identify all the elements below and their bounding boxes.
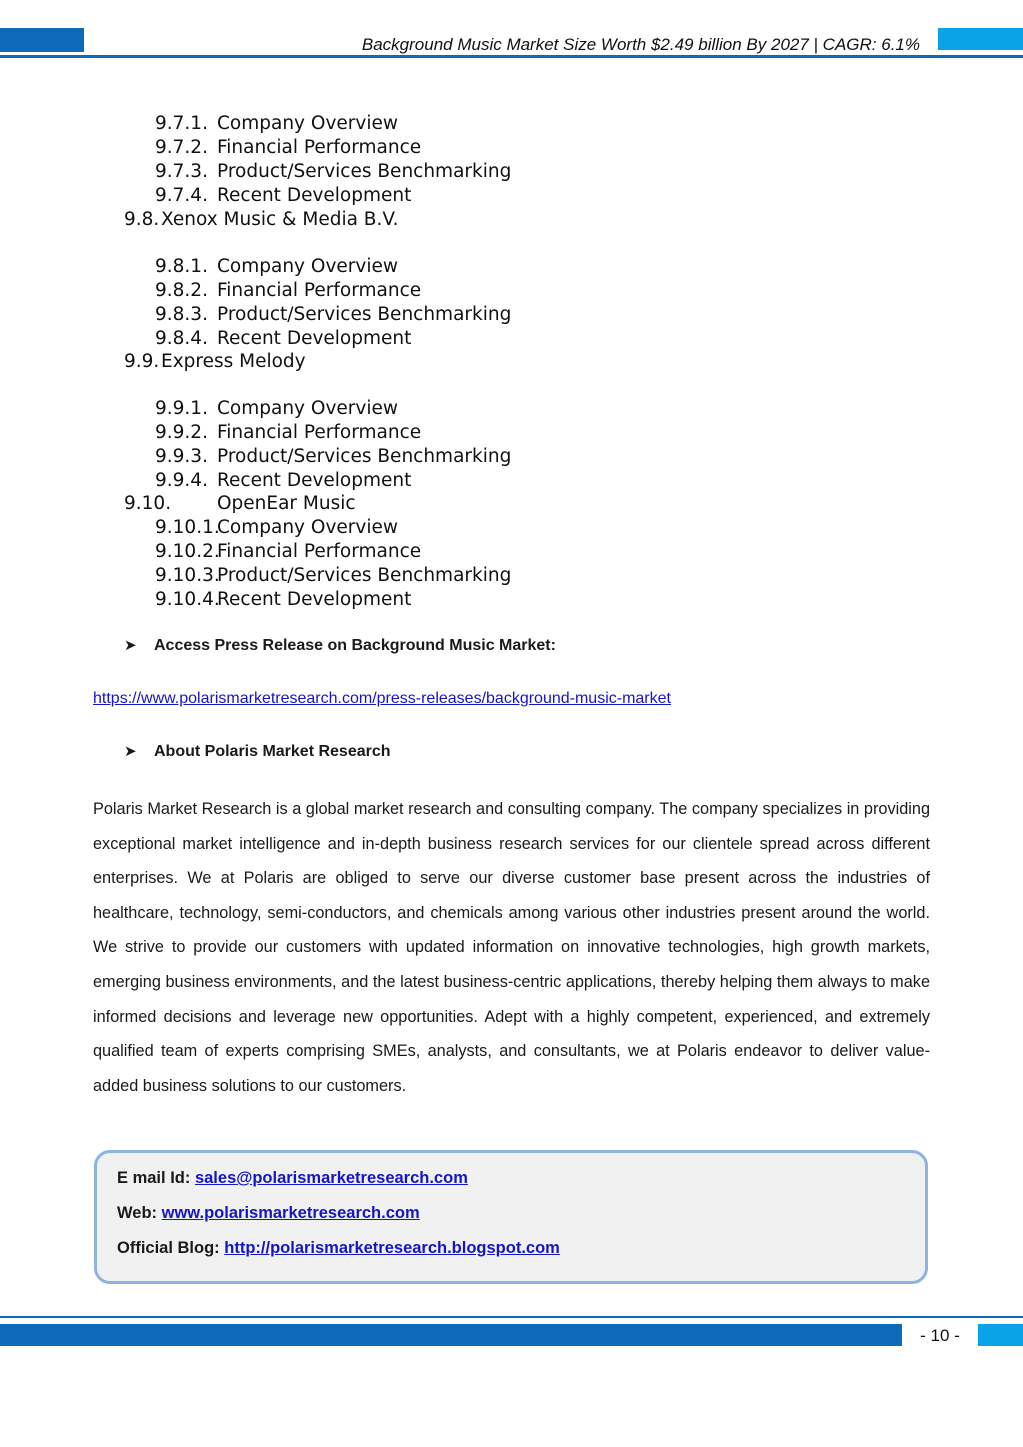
about-heading-text: About Polaris Market Research [154,743,391,760]
toc-title: Product/Services Benchmarking [217,446,512,467]
toc-subsection-entry [155,421,655,445]
toc-section-entry [124,492,624,516]
toc-number: 9.7.1. [155,113,208,134]
blog-link[interactable]: http://polarismarketresearch.blogspot.com [224,1239,560,1257]
header-rule [0,55,1023,58]
toc-title: Recent Development [217,589,412,610]
toc-subsection-entry [155,327,655,351]
toc-subsection-entry [155,540,655,564]
about-heading [124,742,391,761]
toc-subsection-entry [155,112,655,136]
toc-number: 9.8.1. [155,256,208,277]
page-number: - 10 - [920,1326,960,1345]
toc-number: 9.10.1. [155,517,220,538]
toc-subsection-entry [155,136,655,160]
toc-number: 9.9.2. [155,422,208,443]
press-release-heading [124,636,556,655]
toc-subsection-entry [155,469,655,493]
press-release-heading-text: Access Press Release on Background Music Market: [154,637,556,654]
toc-title: Company Overview [217,398,398,419]
toc-subsection-entry [155,184,655,208]
toc-number: 9.8.4. [155,328,208,349]
toc-title: Product/Services Benchmarking [217,565,512,586]
contact-web-line [117,1204,420,1223]
toc-title: Company Overview [217,256,398,277]
toc-title: OpenEar Music [217,493,356,514]
toc-title: Recent Development [217,185,412,206]
toc-subsection-entry [155,516,655,540]
toc-title: Company Overview [217,113,398,134]
blog-label: Official Blog: [117,1239,220,1257]
toc-title: Company Overview [217,517,398,538]
toc-title: Product/Services Benchmarking [217,161,512,182]
footer-accent-left [0,1324,902,1346]
header-title: Background Music Market Size Worth $2.49 billion By 2027 | CAGR: 6.1% [361,35,920,54]
toc-section-entry [124,350,624,374]
footer-accent-right [978,1324,1023,1346]
toc-section-entry [124,208,624,232]
toc-number: 9.7.2. [155,137,208,158]
press-release-link[interactable]: https://www.polarismarketresearch.com/press-releases/background-music-market [93,690,671,707]
toc-number: 9.10.3. [155,565,220,586]
email-label: E mail Id: [117,1169,191,1187]
toc-title: Financial Performance [217,280,422,301]
toc-number: 9.10. [124,493,172,514]
toc-subsection-entry [155,564,655,588]
arrow-bullet-icon: ➤ [124,742,137,760]
toc-subsection-entry [155,303,655,327]
toc-number: 9.9.4. [155,470,208,491]
web-label: Web: [117,1204,158,1222]
toc-subsection-entry [155,279,655,303]
toc-number: 9.9.1. [155,398,208,419]
header-accent-left [0,28,84,52]
toc-number: 9.9. [124,351,160,372]
toc-number: 9.7.3. [155,161,208,182]
toc-number: 9.9.3. [155,446,208,467]
toc-title: Product/Services Benchmarking [217,304,512,325]
web-link[interactable]: www.polarismarketresearch.com [161,1204,420,1222]
about-paragraph: Polaris Market Research is a global market research and consulting company. The company specializes in providing exceptional market intelligence and in-depth business research services for our clientele spread across different enterprises. We at Polaris are obliged to serve our diverse customer base present across the industries of healthcare, technology, semi-conductors, and chemicals among various other industries present around the world. We strive to provide our customers with updated information on innovative technologies, high growth markets, emerging business environments, and the latest business-centric applications, thereby helping them always to make informed decisions and leverage new opportunities. Adept with a highly competent, experienced, and extremely qualified team of experts comprising SMEs, analysts, and consultants, we at Polaris endeavor to deliver value-added business solutions to our customers. [93,800,930,1095]
contact-blog-line [117,1239,560,1258]
footer-rule [0,1316,1023,1318]
toc-subsection-entry [155,397,655,421]
toc-number: 9.10.4. [155,589,220,610]
toc-title: Recent Development [217,328,412,349]
toc-title: Recent Development [217,470,412,491]
header-accent-right [938,28,1023,50]
toc-number: 9.8.3. [155,304,208,325]
toc-title: Financial Performance [217,541,422,562]
email-link[interactable]: sales@polarismarketresearch.com [194,1169,468,1187]
toc-subsection-entry [155,160,655,184]
toc-title: Xenox Music & Media B.V. [161,209,399,230]
arrow-bullet-icon: ➤ [124,636,137,654]
toc-number: 9.8. [124,209,160,230]
toc-subsection-entry [155,445,655,469]
toc-number: 9.10.2. [155,541,220,562]
toc-subsection-entry [155,588,655,612]
toc-number: 9.8.2. [155,280,208,301]
toc-title: Financial Performance [217,137,422,158]
contact-box [94,1150,928,1284]
contact-email-line [117,1169,468,1188]
toc-title: Express Melody [161,351,306,372]
toc-title: Financial Performance [217,422,422,443]
toc-subsection-entry [155,255,655,279]
toc-number: 9.7.4. [155,185,208,206]
